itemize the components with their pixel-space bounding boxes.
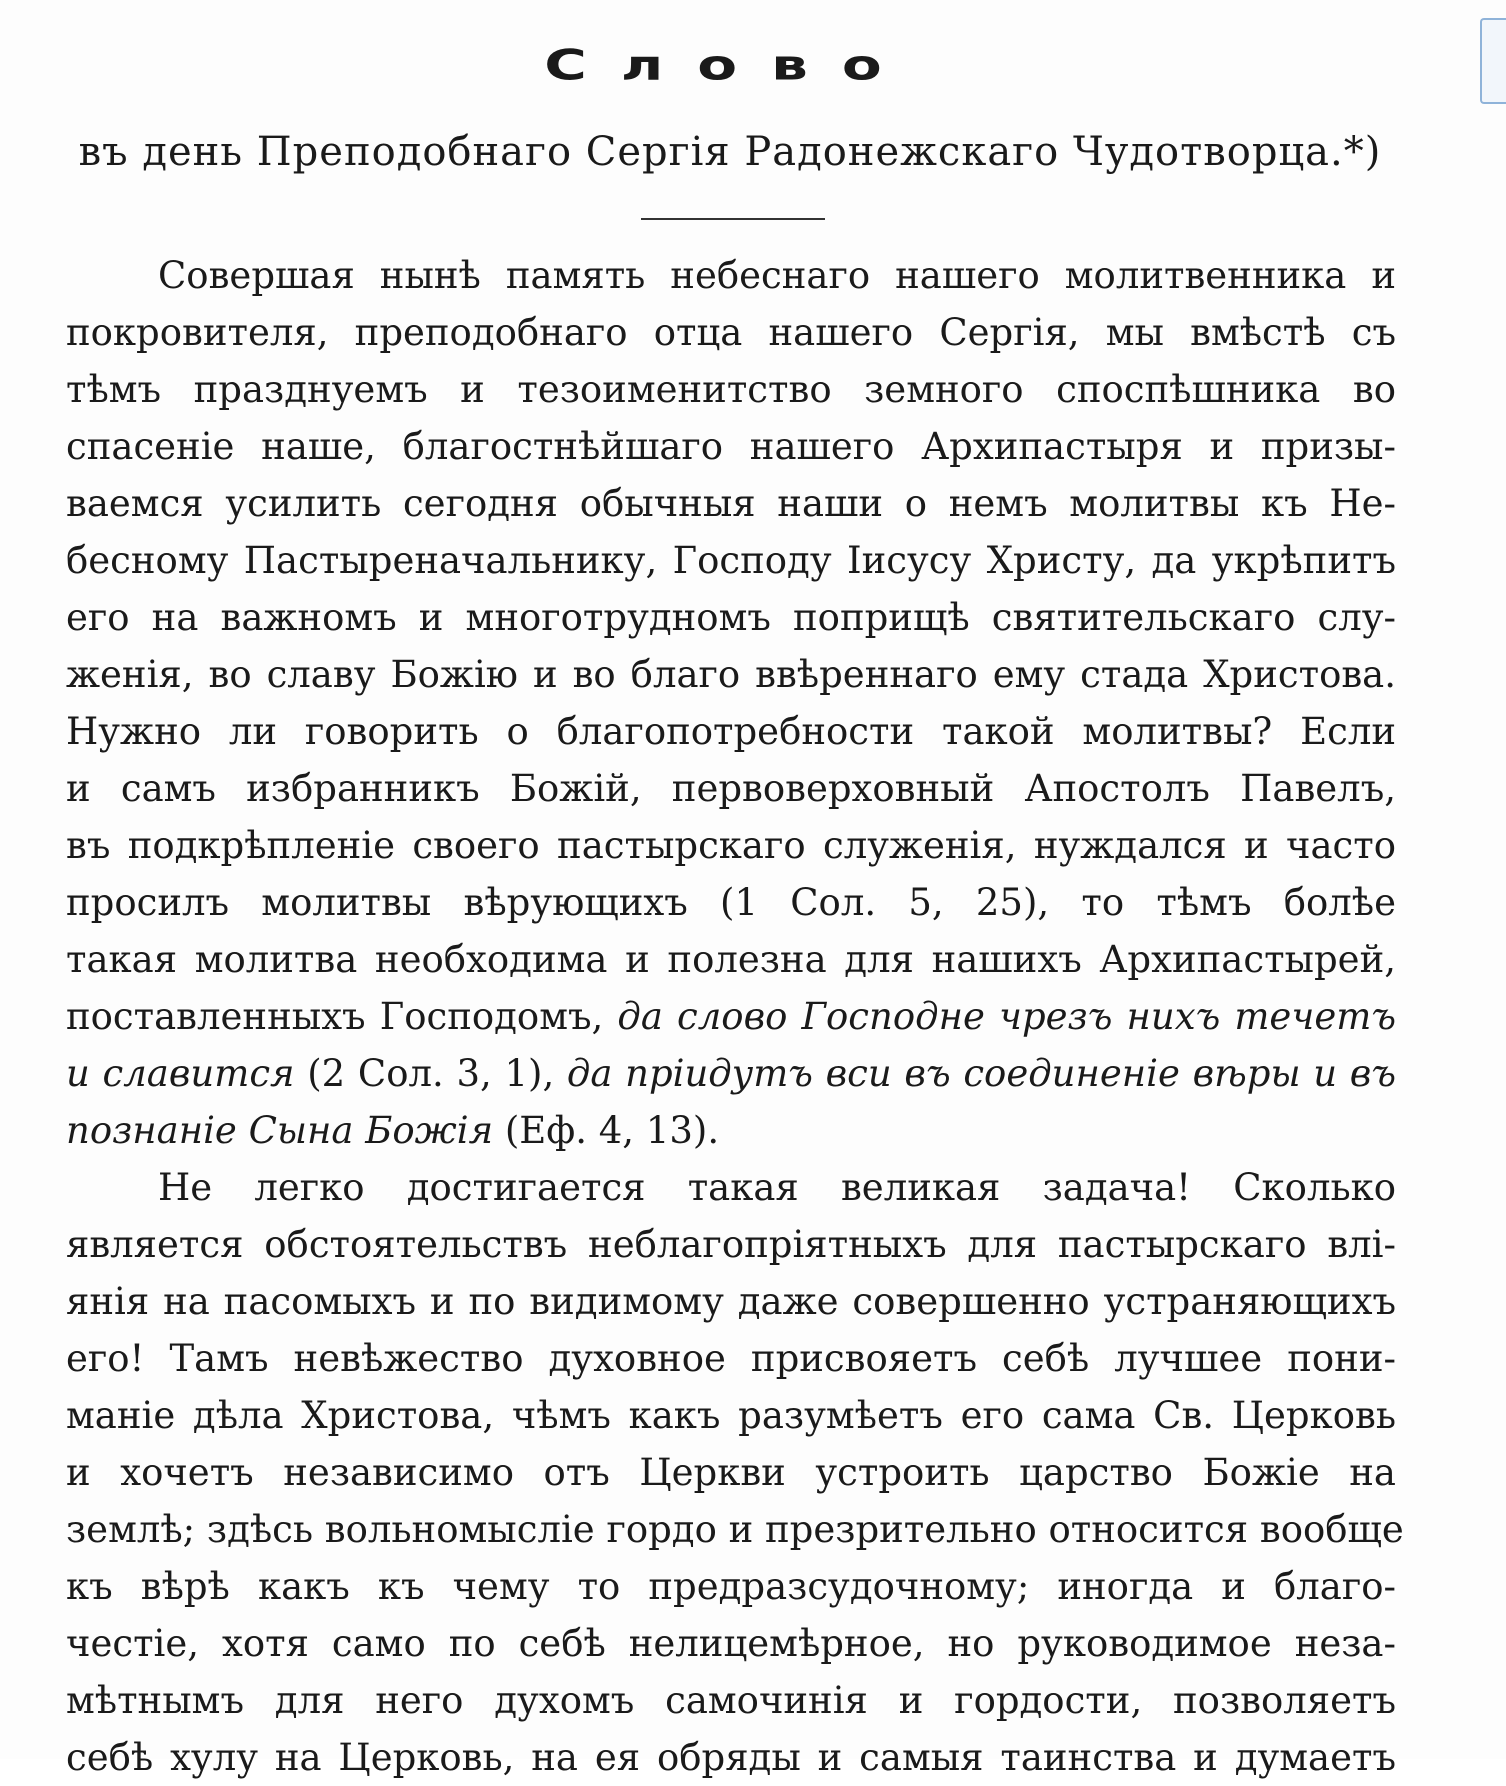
document-title: Слово: [544, 40, 916, 90]
text-line: [66, 817, 1396, 874]
text-line: [66, 589, 1396, 646]
text-line: [66, 874, 1396, 931]
text-run: просилъ молитвы вѣрующихъ (1 Сол. 5, 25), то тѣмъ болѣе: [66, 881, 1396, 924]
text-run: (Еф. 4, 13).: [493, 1109, 720, 1152]
title-divider: [641, 218, 825, 220]
text-line: [66, 760, 1396, 817]
text-run: и хочетъ независимо отъ Церкви устроить царство Божіе на: [66, 1451, 1396, 1494]
text-run: является обстоятельствъ неблагопріятныхъ для пастырскаго влі-: [66, 1223, 1396, 1266]
text-line: [66, 475, 1396, 532]
italic-quote: да слово Господне чрезъ нихъ течетъ: [617, 995, 1396, 1038]
text-line: [66, 1501, 1404, 1558]
text-line: [66, 418, 1396, 475]
text-line: [158, 247, 1396, 304]
italic-quote: и славится: [66, 1052, 295, 1095]
text-run: тѣмъ празднуемъ и тезоименитство земного споспѣшника во: [66, 368, 1396, 411]
text-run: себѣ хулу на Церковь, на ея обряды и самыя таинства и думаетъ: [66, 1736, 1396, 1779]
text-run: къ вѣрѣ какъ къ чему то предразсудочному; иногда и благо-: [66, 1565, 1396, 1608]
text-run: бесному Пастыреначальнику, Господу Іисусу Христу, да укрѣпитъ: [66, 539, 1396, 582]
text-line: [66, 646, 1396, 703]
text-run: маніе дѣла Христова, чѣмъ какъ разумѣетъ его сама Св. Церковь: [66, 1394, 1396, 1437]
text-run: землѣ; здѣсь вольномысліе гордо и презрительно относится вообще: [66, 1508, 1404, 1551]
text-run: Совершая нынѣ память небеснаго нашего молитвенника и: [158, 254, 1396, 297]
text-line: [66, 1045, 1396, 1102]
text-line: [66, 1216, 1396, 1273]
text-line: [66, 1330, 1396, 1387]
text-line: [66, 1729, 1396, 1786]
text-run: янія на пасомыхъ и по видимому даже совершенно устраняющихъ: [66, 1280, 1396, 1323]
text-line: [66, 1672, 1396, 1729]
text-line: [66, 988, 1396, 1045]
text-run: женія, во славу Божію и во благо ввѣреннаго ему стада Христова.: [66, 653, 1396, 696]
text-run: и самъ избранникъ Божій, первоверховный Апостолъ Павелъ,: [66, 767, 1396, 810]
text-run: Не легко достигается такая великая задача! Сколько: [158, 1166, 1396, 1209]
italic-quote: познаніе Сына Божія: [66, 1109, 494, 1152]
document-subtitle: въ день Преподобнаго Сергія Радонежскаго Чудотворца.*): [78, 129, 1382, 175]
text-run: Нужно ли говорить о благопотребности такой молитвы? Если: [66, 710, 1396, 753]
text-run: мѣтнымъ для него духомъ самочинія и гордости, позволяетъ: [66, 1679, 1396, 1722]
text-line: [66, 532, 1396, 589]
text-line: [66, 1444, 1396, 1501]
text-run: спасеніе наше, благостнѣйшаго нашего Архипастыря и призы-: [66, 425, 1396, 468]
text-run: въ подкрѣпленіе своего пастырскаго служенія, нуждался и часто: [66, 824, 1396, 867]
text-run: честіе, хотя само по себѣ нелицемѣрное, но руководимое неза-: [66, 1622, 1396, 1665]
text-line: [66, 931, 1396, 988]
text-line: [66, 1387, 1396, 1444]
text-line: [66, 304, 1396, 361]
text-line: [66, 703, 1396, 760]
text-run: такая молитва необходима и полезна для нашихъ Архипастырей,: [66, 938, 1396, 981]
text-line: [66, 1102, 1396, 1159]
italic-quote: да пріидутъ вси въ соединеніе вѣры и въ: [566, 1052, 1396, 1095]
text-line: [158, 1159, 1396, 1216]
text-run: поставленныхъ Господомъ,: [66, 995, 618, 1038]
text-line: [66, 1273, 1396, 1330]
text-run: ваемся усилить сегодня обычныя наши о немъ молитвы къ Не-: [66, 482, 1396, 525]
text-line: [66, 1615, 1396, 1672]
text-run: (2 Сол. 3, 1),: [294, 1052, 567, 1095]
text-run: его! Тамъ невѣжество духовное присвояетъ себѣ лучшее пони-: [66, 1337, 1396, 1380]
text-line: [66, 1558, 1396, 1615]
text-line: [66, 361, 1396, 418]
text-run: покровителя, преподобнаго отца нашего Сергія, мы вмѣстѣ съ: [66, 311, 1396, 354]
text-run: его на важномъ и многотрудномъ поприщѣ святительскаго слу-: [66, 596, 1396, 639]
scrollbar-tab[interactable]: [1480, 18, 1506, 104]
